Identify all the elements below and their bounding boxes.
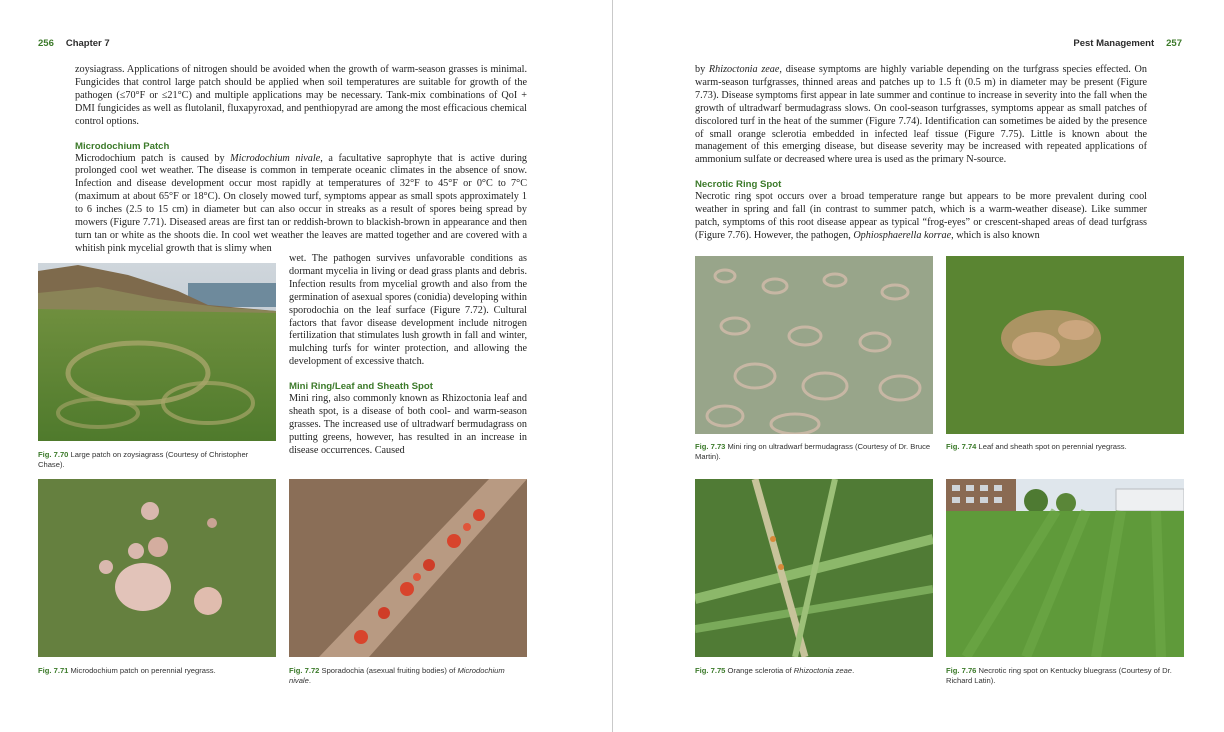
necrotic-ring-spot-photo bbox=[946, 479, 1184, 657]
fig-caption-text-7-75-post: . bbox=[852, 666, 855, 675]
fig-caption-text-7-76: Necrotic ring spot on Kentucky bluegrass (Courtesy of Dr. Richard Latin). bbox=[946, 666, 1172, 685]
fig-caption-text-7-72-post: . bbox=[308, 675, 311, 685]
figure-7-76-image bbox=[946, 479, 1184, 657]
rhizoctonia-text-post: , disease symptoms are highly variable depending on the turfgrass species effected. On warm-season turfgrasses, thinned areas and patches up to 1.5 ft (0.5 m) in diameter may be present (Figure 7.73). Disease symptoms first appear in late summer and continue to increase in severity into the fall when the growth of ultradwarf bermudagrass slows. On cool-season turfgrasses, symptoms appear as small patches of discolored turf in the heat of the summer (Figure 7.74). Identification can sometimes be aided by the presence of small orange sclerotia embedded in infected leaf tissue (Figure 7.75). Little is known about the management of this emerging disease, but disease severity may be increased with repeated applications of ammonium sulfate or decreased where urea is used as the primary N-source. bbox=[695, 64, 1147, 166]
microdochium-patch-photo bbox=[38, 479, 276, 657]
figure-7-71-image bbox=[38, 479, 276, 657]
mini-ring-photo bbox=[695, 256, 933, 434]
fig-label-7-73: Fig. 7.73 bbox=[695, 442, 726, 451]
rhizoctonia-species: Rhizoctonia zeae bbox=[708, 64, 780, 75]
fig-caption-text-7-71: Microdochium patch on perennial ryegrass. bbox=[70, 666, 216, 675]
micro-species: Microdochium nivale bbox=[230, 152, 321, 164]
left-text-top bbox=[75, 64, 527, 256]
paragraph-pathogen-survival: wet. The pathogen survives unfavorable conditions as dormant mycelia in living or dead grass plants and debris. Infection results from mycelial growth and also from the germination of asexual spores (conidia) developing within sporodochia on the leaf surface (Figure 7.72). Cultural factors that favor disease development include nitrogen fertilization that stimulates lush growth in fall and winter, mulching turfs for winter protection, and allowing the development of excessive thatch. bbox=[289, 253, 527, 368]
paragraph-mini-ring: Mini ring, also commonly known as Rhizoctonia leaf and sheath spot, is a disease of both cool- and warm-season grasses. The increased use of ultradwarf bermudagrass on putting greens, however, has resulted in an increase in disease occurrences. Caused bbox=[289, 393, 527, 456]
figure-7-72-image bbox=[289, 479, 527, 657]
fig-caption-text-7-73: Mini ring on ultradwarf bermudagrass (Courtesy of Dr. Bruce Martin). bbox=[695, 442, 931, 461]
fig-label-7-72: Fig. 7.72 bbox=[289, 666, 320, 675]
figure-7-74-image bbox=[946, 256, 1184, 434]
right-text bbox=[695, 64, 1147, 243]
caption-fig-7-73 bbox=[695, 442, 933, 461]
caption-fig-7-70 bbox=[38, 450, 276, 469]
caption-fig-7-71 bbox=[38, 666, 276, 676]
chapter-label: Chapter 7 bbox=[65, 38, 110, 49]
paragraph-nitrogen: zoysiagrass. Applications of nitrogen should be avoided when the growth of warm-season grasses is minimal. Fungicides that control large patch should be applied when soil temperatures are suitable for growth of the pathogen (≤70°F or ≤21°C) and multiple applications may be necessary. Tank-mix combinations of QoI + DMI fungicides as well as flutolanil, fluxapyroxad, and penthiopyrad are among the most efficacious chemical control options. bbox=[75, 64, 527, 127]
heading-mini-ring: Mini Ring/Leaf and Sheath Spot bbox=[289, 381, 433, 393]
leaf-sheath-spot-photo bbox=[946, 256, 1184, 434]
orange-sclerotia-photo bbox=[695, 479, 933, 657]
paragraph-necrotic-ring bbox=[695, 191, 1147, 243]
caption-fig-7-74 bbox=[946, 442, 1184, 452]
section-title: Pest Management bbox=[1073, 38, 1155, 49]
fig-caption-species-7-75: Rhizoctonia zeae bbox=[793, 666, 853, 675]
fig-label-7-71: Fig. 7.71 bbox=[38, 666, 69, 675]
micro-text-pre: Microdochium patch is caused by bbox=[75, 152, 231, 164]
page-number-left: 256 bbox=[38, 38, 54, 49]
figure-7-73-image bbox=[695, 256, 933, 434]
fig-caption-text-7-70: Large patch on zoysiagrass (Courtesy of Christopher Chase). bbox=[38, 450, 249, 469]
heading-necrotic-ring-spot: Necrotic Ring Spot bbox=[695, 179, 782, 191]
caption-fig-7-76 bbox=[946, 666, 1184, 685]
figure-7-70-image bbox=[38, 263, 276, 441]
paragraph-microdochium bbox=[75, 153, 527, 256]
heading-microdochium-patch: Microdochium Patch bbox=[75, 140, 170, 152]
fig-caption-text-7-72-pre: Sporadochia (asexual fruiting bodies) of bbox=[321, 666, 458, 675]
large-patch-photo bbox=[38, 263, 276, 441]
necrotic-text-post: , which is also known bbox=[951, 229, 1040, 241]
fig-label-7-76: Fig. 7.76 bbox=[946, 666, 977, 675]
right-page bbox=[612, 0, 1224, 732]
rhizoctonia-text-pre: by bbox=[695, 64, 709, 75]
fig-caption-text-7-75-pre: Orange sclerotia of bbox=[727, 666, 794, 675]
paragraph-rhizoctonia bbox=[695, 64, 1147, 167]
necrotic-text-pre: Necrotic ring spot occurs over a broad temperature range but appears to be more prevalent during cool weather in spring and fall (in contrast to summer patch, which is a warm-weather disease). Like summer patch, symptoms of this root disease appear as typical “frog-eyes” or crescent-shaped areas of dead turfgrass (Figure 7.76). However, the pathogen, bbox=[695, 191, 1147, 241]
micro-text-post: , a facultative saprophyte that is active during prolonged cool wet weather. The disease is common in temperate oceanic climates in the absence of snow. Infection and disease development occur most rapidly at temperatures of 32°F to 45°F or 0°C to 7°C (maximum at about 65°F or 18°C). On closely mowed turf, symptoms appear as small spots approximately 1 to 6 inches (2.5 to 15 cm) in diameter but can also occur in streaks as a result of spores being spread by mowers (Figure 7.71). Diseased areas are first tan or reddish-brown to blackish-brown in appearance and then turn tan or white as the shoots die. In cool wet weather the leaves are matted together and are covered with a whitish pink mycelial growth that is slimy when bbox=[75, 152, 528, 254]
fig-label-7-75: Fig. 7.75 bbox=[695, 666, 726, 675]
fig-caption-species-7-72: Microdochium nivale bbox=[289, 666, 505, 685]
left-text-right-column bbox=[289, 253, 527, 458]
caption-fig-7-72 bbox=[289, 666, 527, 685]
figure-7-75-image bbox=[695, 479, 933, 657]
fig-label-7-70: Fig. 7.70 bbox=[38, 450, 69, 459]
fig-label-7-74: Fig. 7.74 bbox=[946, 442, 977, 451]
page-number-right: 257 bbox=[1166, 38, 1182, 49]
caption-fig-7-75 bbox=[695, 666, 933, 676]
sporodochia-photo bbox=[289, 479, 527, 657]
right-page-header bbox=[1073, 38, 1182, 49]
left-page-header bbox=[38, 38, 110, 49]
necrotic-species: Ophiosphaerella korrae bbox=[853, 229, 952, 241]
fig-caption-text-7-74: Leaf and sheath spot on perennial ryegrass. bbox=[978, 442, 1127, 451]
